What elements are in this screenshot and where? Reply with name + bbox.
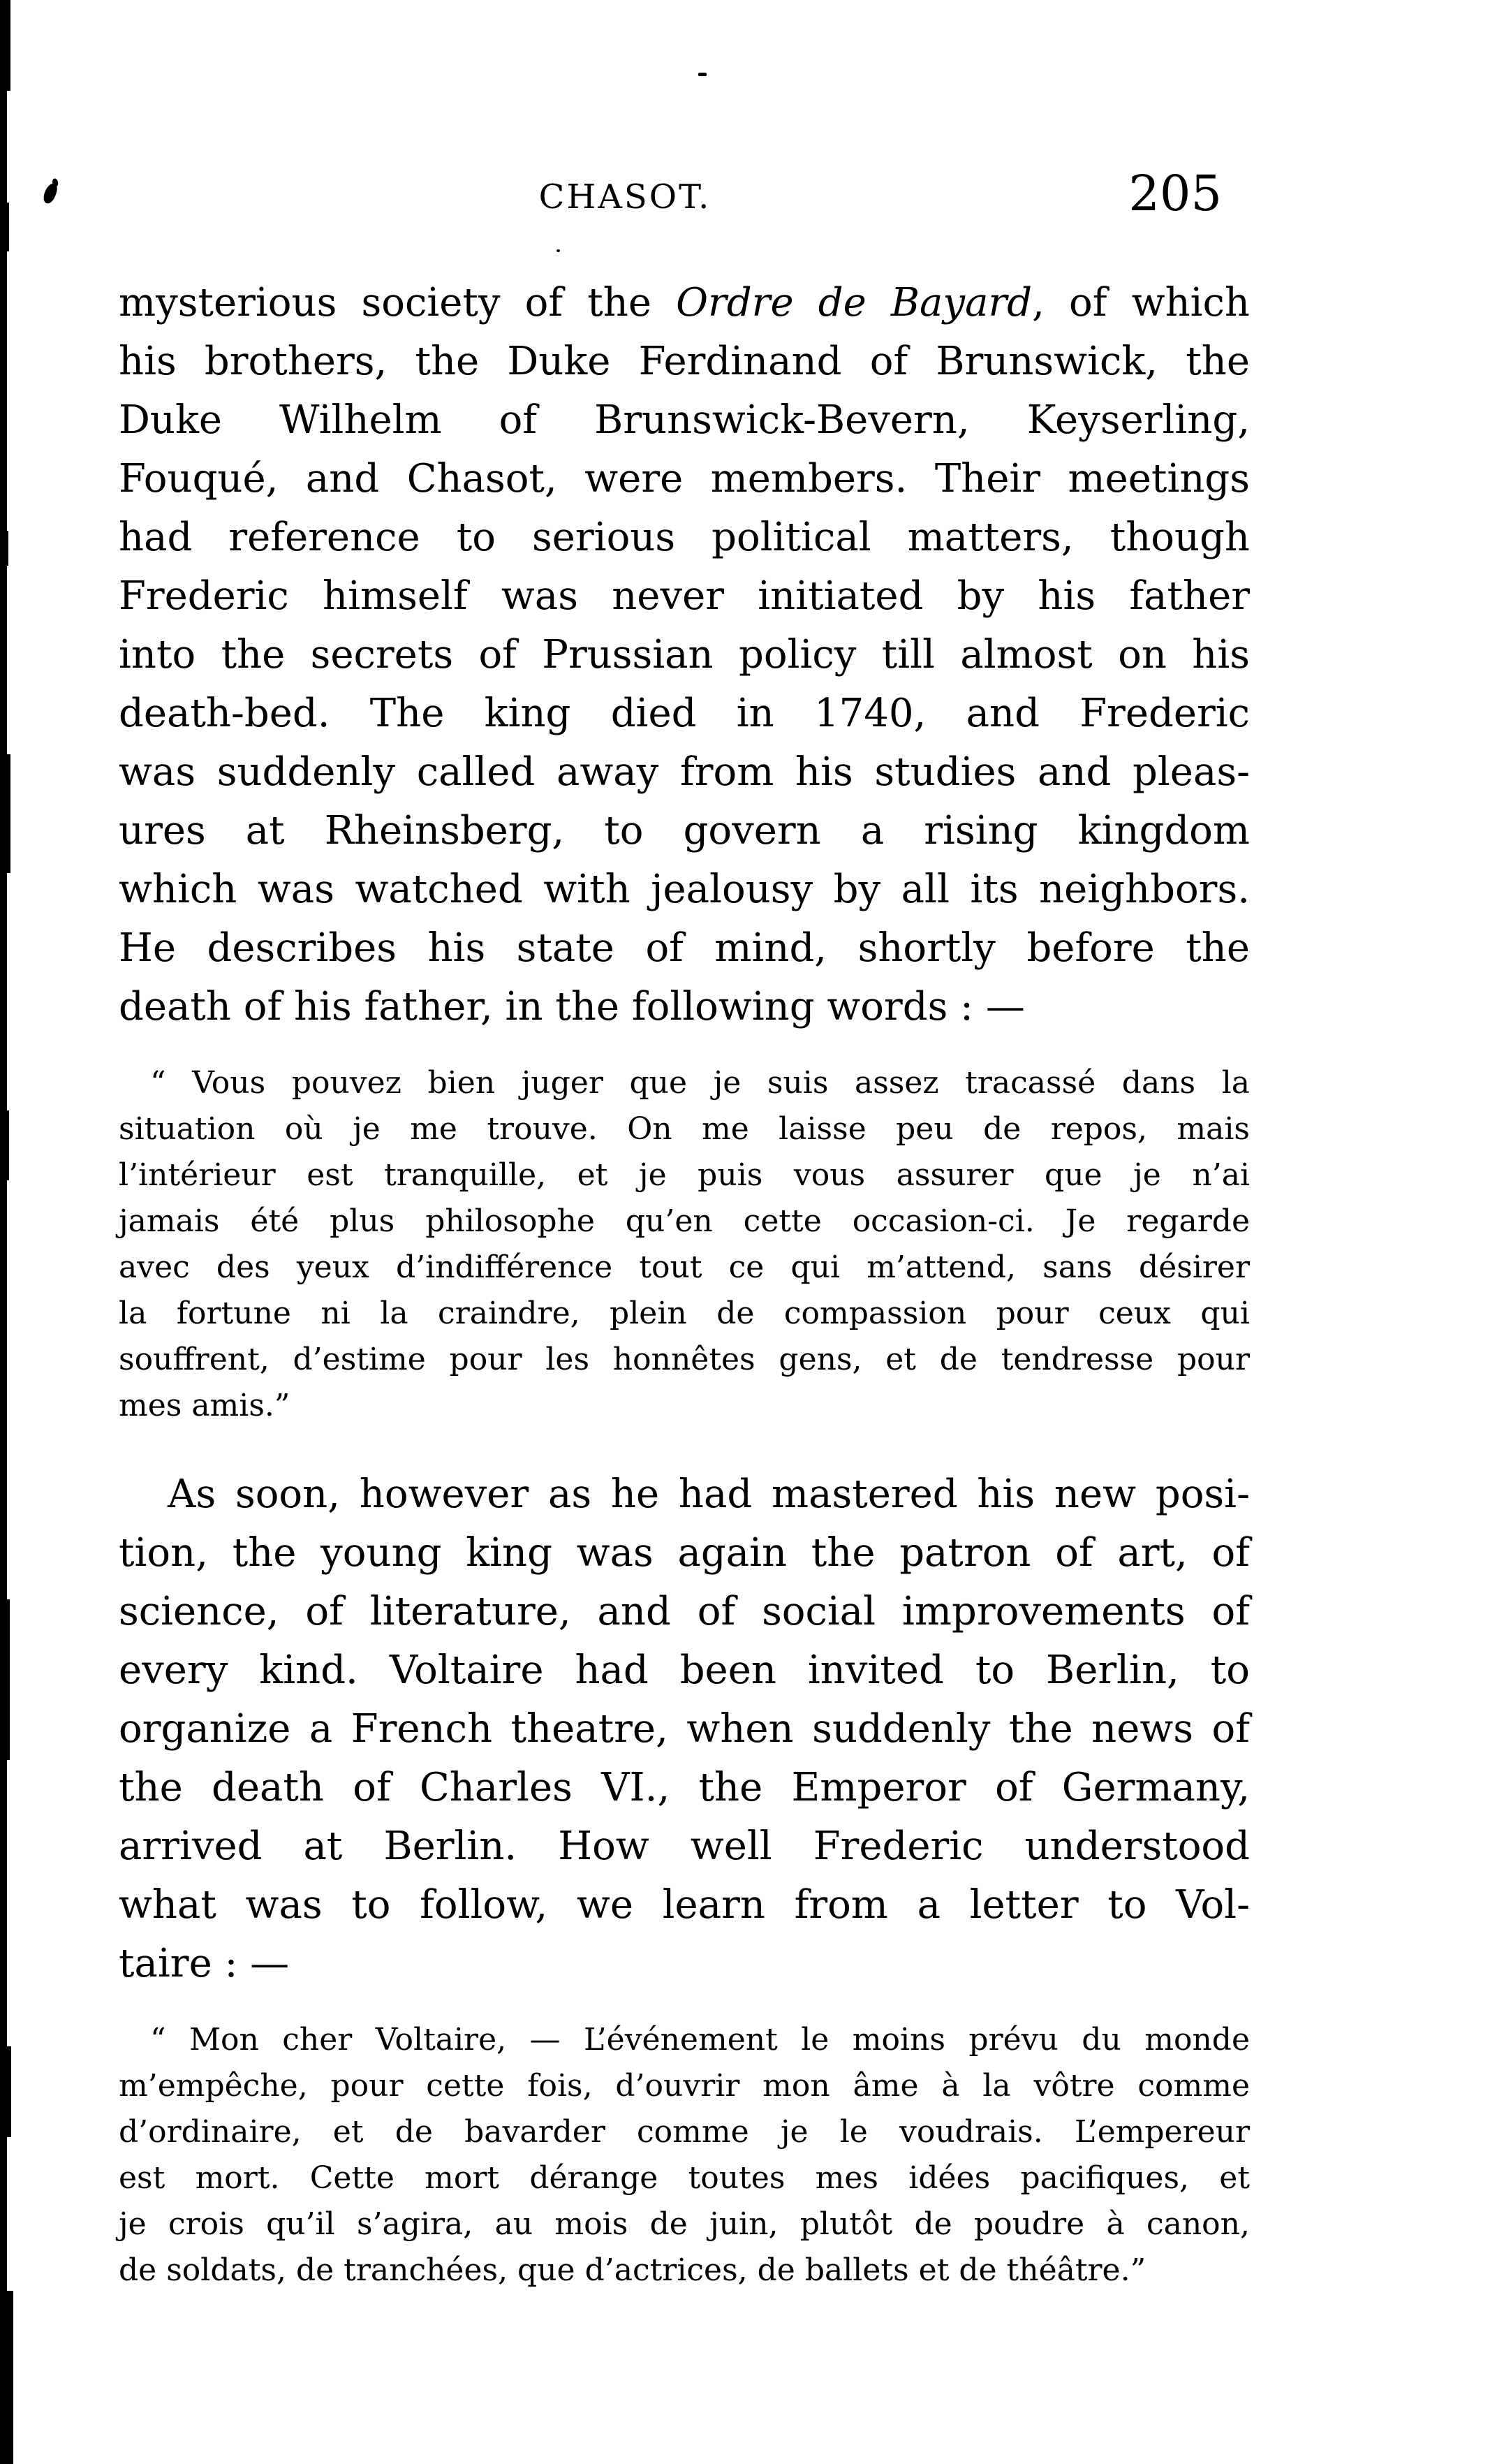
text-line: souffrent, d’estime pour les honnêtes gens, et de tendresse pour — [119, 1342, 1250, 1377]
running-title: CHASOT. — [538, 177, 711, 217]
spine-irregularity — [0, 531, 8, 566]
text-line: Frederic himself was never initiated by his father — [119, 573, 1250, 619]
text-line: avec des yeux d’indifférence tout ce qui m’attend, sans désirer — [119, 1249, 1250, 1285]
text-line: the death of Charles VI., the Emperor of Germany, — [119, 1765, 1250, 1810]
text-line: l’intérieur est tranquille, et je puis vous assurer que je n’ai — [119, 1157, 1250, 1193]
text-line: every kind. Voltaire had been invited to Berlin, to — [119, 1648, 1250, 1693]
text-line: which was watched with jealousy by all its neighbors. — [119, 867, 1250, 912]
text-line: into the secrets of Prussian policy till almost on his — [119, 632, 1250, 677]
text-line: “ Mon cher Voltaire, — L’événement le moins prévu du monde — [150, 2022, 1250, 2058]
text-line: est mort. Cette mort dérange toutes mes idées pacifiques, et — [119, 2160, 1250, 2196]
spine-irregularity — [0, 1110, 9, 1180]
quoted-letter-paragraph — [119, 1060, 1250, 1429]
text-line: Duke Wilhelm of Brunswick-Bevern, Keyserling, — [119, 397, 1250, 443]
text-line: d’ordinaire, et de bavarder comme je le voudrais. L’empereur — [119, 2114, 1250, 2150]
text-line: had reference to serious political matters, though — [119, 515, 1250, 560]
body-paragraph — [119, 274, 1250, 1036]
text-line: de soldats, de tranchées, que d’actrices, de ballets et de théâtre.” — [119, 2252, 1146, 2288]
spine-irregularity — [0, 754, 10, 873]
spine-irregularity — [0, 2291, 13, 2464]
body-paragraph — [119, 1465, 1250, 1993]
text-line: ures at Rheinsberg, to govern a rising kingdom — [119, 808, 1250, 853]
text-line: As soon, however as he had mastered his new posi- — [168, 1472, 1250, 1517]
text-segment: , of which — [1032, 280, 1250, 325]
scan-speck — [556, 249, 560, 252]
text-line: arrived at Berlin. How well Frederic understood — [119, 1824, 1250, 1869]
text-line: He describes his state of mind, shortly before the — [119, 925, 1250, 971]
text-line: situation où je me trouve. On me laisse peu de repos, mais — [119, 1111, 1250, 1147]
text-line: “ Vous pouvez bien juger que je suis assez tracassé dans la — [150, 1065, 1250, 1101]
text-line: taire : — — [119, 1941, 290, 1986]
text-line: organize a French theatre, when suddenly the news of — [119, 1706, 1250, 1752]
page-number: 205 — [1128, 165, 1222, 222]
text-line: Fouqué, and Chasot, were members. Their meetings — [119, 456, 1250, 501]
spine-irregularity — [0, 1599, 10, 1760]
spine-irregularity — [0, 203, 9, 251]
text-line: what was to follow, we learn from a letter to Vol- — [119, 1882, 1250, 1928]
text-line: mes amis.” — [119, 1388, 290, 1423]
text-line: la fortune ni la craindre, plein de compassion pour ceux qui — [119, 1296, 1250, 1331]
text-line: tion, the young king was again the patron of art, of — [119, 1530, 1250, 1576]
text-line: je crois qu’il s’agira, au mois de juin, plutôt de poudre à canon, — [119, 2206, 1250, 2242]
ink-blot — [42, 182, 59, 205]
text-column — [119, 274, 1250, 2294]
italic-text: Ordre de Bayard — [676, 280, 1033, 325]
text-line: death-bed. The king died in 1740, and Frederic — [119, 691, 1250, 736]
text-line: m’empêche, pour cette fois, d’ouvrir mon âme à la vôtre comme — [119, 2068, 1250, 2104]
text-segment: mysterious society of the — [119, 280, 677, 325]
text-line — [119, 274, 1250, 332]
spine-irregularity — [0, 2046, 11, 2137]
text-line: death of his father, in the following words : — — [119, 984, 1025, 1029]
text-line: science, of literature, and of social improvements of — [119, 1589, 1250, 1634]
page-header — [119, 165, 1250, 232]
text-line: jamais été plus philosophe qu’en cette occasion-ci. Je regarde — [119, 1203, 1250, 1239]
text-line: was suddenly called away from his studies and pleas- — [119, 749, 1250, 795]
text-line: his brothers, the Duke Ferdinand of Brunswick, the — [119, 339, 1250, 384]
spine-irregularity — [0, 0, 10, 91]
scan-speck — [698, 73, 707, 76]
quoted-letter-paragraph — [119, 2017, 1250, 2294]
